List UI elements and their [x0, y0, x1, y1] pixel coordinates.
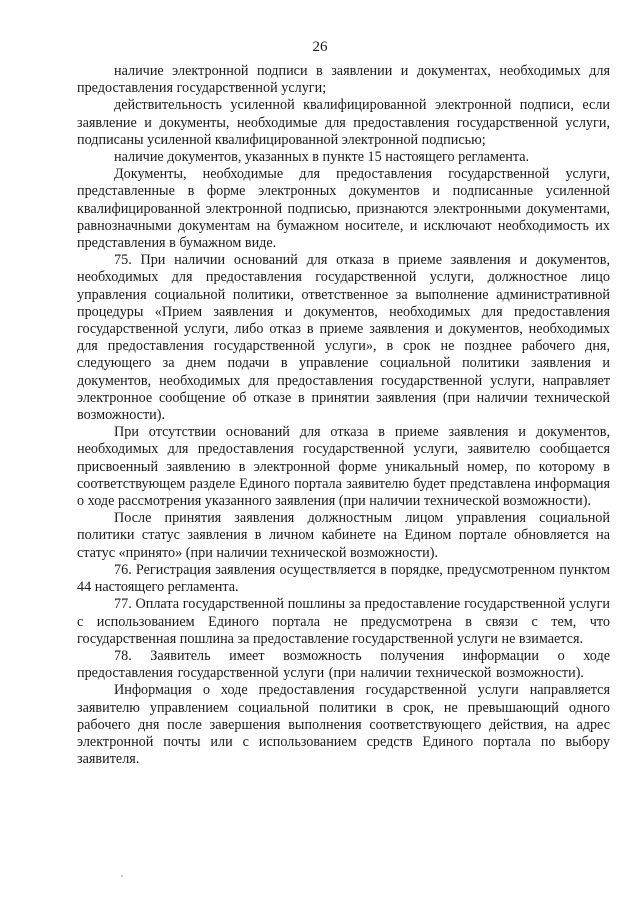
paragraph-documents-presence: наличие документов, указанных в пункте 15 настоящего регламента. [114, 149, 530, 166]
paragraph-item-75: 75. При наличии оснований для отказа в приеме заявления и документов, необходимых для предоставления государственной услуги, должностное лицо управления социальной политики, ответственное за выполнение административной процедуры «Прием заявления и документов, необходимых для предоставления государственной услуги, либо отказ в приеме заявления и документов, необходимых для предоставления государственной услуги», в срок не позднее рабочего дня, следующего за днем подачи в управление социальной политики заявления и документов, необходимых для предоставления государственной услуги, направляет электронное сообщение об отказе в принятии заявления (при наличии технической возможности). [77, 252, 610, 424]
document-body [77, 63, 610, 768]
paragraph-item-76: 76. Регистрация заявления осуществляется в порядке, предусмотренном пунктом 44 настоящего регламента. [77, 561, 610, 596]
paragraph-status-accepted: После принятия заявления должностным лицом управления социальной политики статус заявления в личном кабинете на Едином портале обновляется на статус «принято» (при наличии технической возможности). [77, 510, 610, 561]
paragraph-signature-presence: наличие электронной подписи в заявлении и документах, необходимых для предоставления государственной услуги; [77, 63, 610, 97]
paragraph-item-77: 77. Оплата государственной пошлины за предоставление государственной услуги с использованием Единого портала не предусмотрена в связи с тем, что государственная пошлина за предоставление государственной услуги не взимается. [77, 596, 610, 647]
paragraph-item-78: 78. Заявитель имеет возможность получения информации о ходе предоставления государственной услуги (при наличии технической возможности). [77, 647, 610, 682]
paragraph-no-refusal-grounds: При отсутствии оснований для отказа в приеме заявления и документов, необходимых для предоставления государственной услуги, заявителю сообщается присвоенный заявлению в электронной форме уникальный номер, по которому в соответствующем разделе Единого портала заявителю будет представлена информация о ходе рассмотрения указанного заявления (при наличии технической возможности). [77, 424, 610, 510]
paragraph-progress-information: Информация о ходе предоставления государственной услуги направляется заявителю управлением социальной политики в срок, не превышающий одного рабочего дня после завершения выполнения соответствующего действия, на адрес электронной почты или с использованием средств Единого портала по выбору заявителя. [77, 682, 610, 768]
scan-speck [121, 875, 123, 877]
page-number: 26 [312, 39, 328, 55]
paragraph-electronic-documents: Документы, необходимые для предоставления государственной услуги, представленные в форме электронных документов и подписанные усиленной квалифицированной электронной подписью, признаются электронными документами, равнозначными документам на бумажном носителе, и исключают необходимость их представления в бумажном виде. [77, 166, 610, 252]
paragraph-signature-validity: действительность усиленной квалифицированной электронной подписи, если заявление и документы, необходимые для предоставления государственной услуги, подписаны усиленной квалифицированной электронной подписью; [77, 97, 610, 148]
